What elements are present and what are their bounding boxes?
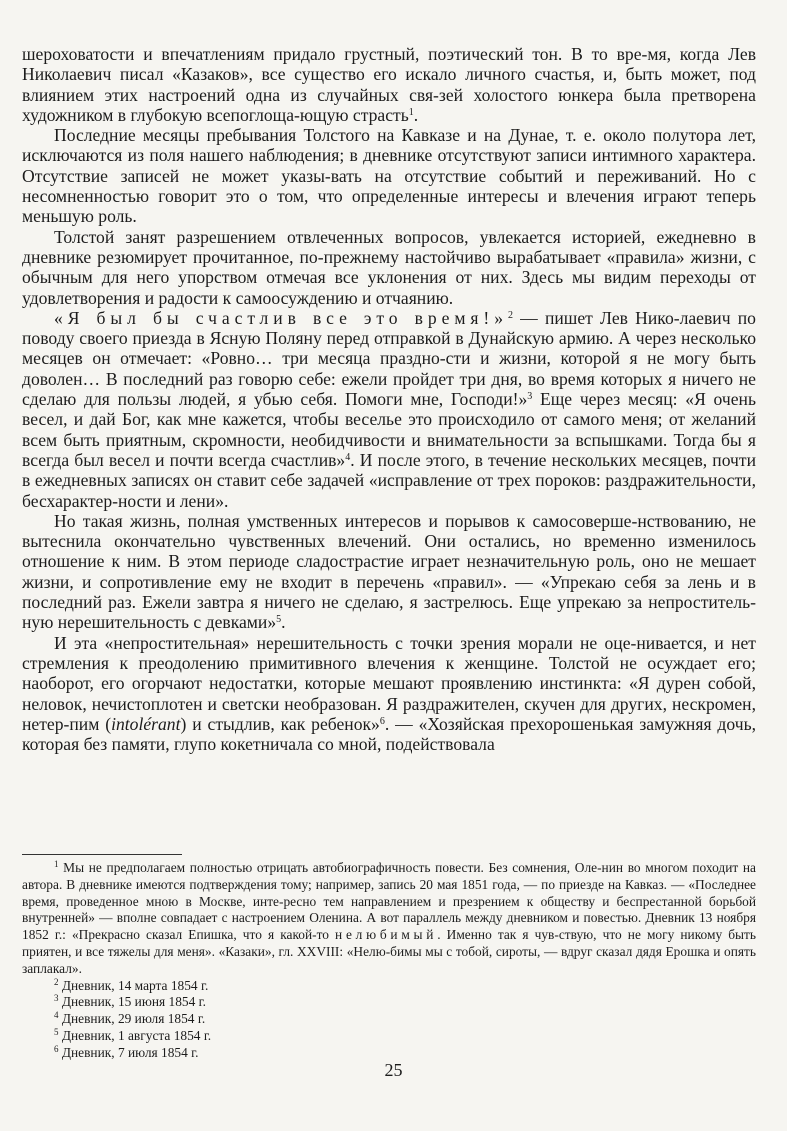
footnote-5-text: Дневник, 1 августа 1854 г. — [58, 1027, 212, 1043]
footnote-2-text: Дневник, 14 марта 1854 г. — [58, 977, 209, 993]
footnote-ref-1: 1 — [408, 106, 414, 118]
paragraph-6-text-c: . — «Хозяйская прехорошенькая замужняя дочь, которая без памяти, глупо кокетничала со мной, подействовала — [22, 713, 756, 755]
footnote-divider — [22, 854, 182, 855]
paragraph-4-text-a: — пишет Лев Нико-лаевич по поводу своего приезда в Ясную Поляну перед отправкой в Дунайскую армию. А через несколько месяцев он отмечает: «Ровно… три месяца праздно-сти и жизни, которой я не могу быть доволен… В последний раз говорю себе: ежели пройдет три дня, во время которых я ничего не сделаю для пользы людей, я убью себя. Помоги мне, Господи!» — [22, 307, 756, 410]
spaced-quote: «Я был бы счастлив все это время!» — [54, 307, 508, 328]
footnote-1-spaced: нелюбимый — [335, 927, 438, 943]
footnote-1-text-a: Мы не предполагаем полностью отрицать автобиографичность повести. Без сомнения, Оле-нин во многом походит на автора. В дневнике имеются подтверждения тому; например, запись 20 мая 1851 года, — по приезде на Кавказ. — «Последнее время, проведенное мною в Москве, инте-ресно тем направлением и презрением к обществу и беспрестанной борьбой внутренней» — вполне совпадает с настроением Оленина. А вот параллель между дневником и повестью. Дневник 13 ноября 1852 г.: «Прекрасно сказал Епишка, что я какой-то — [22, 860, 756, 943]
paragraph-6-text-b: ) и стыдлив, как ребенок» — [180, 713, 380, 734]
footnote-mark-4: 4 — [54, 1010, 59, 1021]
footnote-4 — [22, 1011, 756, 1028]
paragraph-4-text-c: . И после этого, в течение нескольких месяцев, почти в ежедневных записях он ставит себе задачей «исправление от трех пороков: раздражительности, бесхарактер-ности и лени». — [22, 449, 756, 511]
paragraph-3: Толстой занят разрешением отвлеченных вопросов, увлекается историей, ежедневно в дневнике резюмирует прочитанное, по-прежнему настойчиво вырабатывает «правила» жизни, с обычным для него упорством отмечая все уклонения от них. Здесь мы видим переходы от удовлетворения и радости к самоосуждению и отчаянию. — [22, 226, 756, 308]
footnotes — [22, 860, 756, 1062]
footnote-ref-2: 2 — [507, 309, 513, 321]
period: . — [281, 612, 286, 633]
main-text — [22, 44, 756, 754]
footnote-ref-4: 4 — [345, 451, 351, 463]
paragraph-6 — [22, 633, 756, 755]
footnote-2 — [22, 978, 756, 995]
footnote-6-text: Дневник, 7 июля 1854 г. — [58, 1044, 199, 1060]
footnote-3-text: Дневник, 15 июня 1854 г. — [58, 994, 206, 1010]
footnote-mark-6: 6 — [54, 1043, 59, 1054]
paragraph-5 — [22, 511, 756, 633]
paragraph-1-text: шероховатости и впечатлениям придало грустный, поэтический тон. В то вре-мя, когда Лев Николаевич писал «Казаков», все существо его искало личного счастья, и, быть может, под влиянием этих настроений одна из случайных свя-зей холостого юнкера была претворена художником в глубокую всепоглоща-ющую страсть — [22, 44, 756, 125]
footnote-mark-5: 5 — [54, 1026, 59, 1037]
paragraph-4 — [22, 308, 756, 511]
paragraph-4-text-b: Еще через месяц: «Я очень весел, и дай Бог, как мне кажется, чтобы веселье это происходило от самого меня; от желаний всем быть приятным, скромности, необидчивости и внимательности за вспышками. Тогда бы я всегда был весел и почти всегда счастлив» — [22, 389, 756, 470]
footnote-mark-2: 2 — [54, 976, 59, 987]
footnote-ref-3: 3 — [527, 391, 533, 403]
footnote-mark-3: 3 — [54, 993, 59, 1004]
period: . — [413, 104, 419, 125]
footnote-1-text-b: . Именно так я чув-ствую, что не могу никому быть приятен, и все тяжелы для меня». «Казаки», гл. XXVIII: «Нелю-бимы мы с тобой, сироты, — вдруг сказал дядя Ерошка и опять заплакал». — [22, 927, 757, 976]
paragraph-1 — [22, 44, 756, 125]
footnote-3 — [22, 994, 756, 1011]
footnote-4-text: Дневник, 29 июля 1854 г. — [58, 1011, 206, 1027]
footnote-ref-6: 6 — [379, 715, 385, 727]
paragraph-5-text: Но такая жизнь, полная умственных интересов и порывов к самосоверше-нствованию, не вытеснила окончательно чувственных влечений. Они остались, но временно изменилось отношение к ним. В этом периоде сладострастие играет незначительную роль, оно не мешает жизни, и сопротивление ему не входит в перечень «правил». — «Упрекаю себя за лень и в последний раз. Ежели завтра я ничего не сделаю, я застрелюсь. Еще упрекаю за непроститель-ную нерешительность с девками» — [22, 510, 756, 633]
italic-term: intolérant — [111, 713, 181, 734]
footnote-mark-1: 1 — [54, 859, 59, 869]
paragraph-2: Последние месяцы пребывания Толстого на Кавказе и на Дунае, т. е. около полутора лет, исключаются из поля нашего наблюдения; в дневнике отсутствуют записи интимного характера. Отсутствие записей не может указы-вать на отсутствие событий и переживаний. Но с несомненностью говорит это о том, что определенные интересы и влечения играют теперь меньшую роль. — [22, 125, 756, 227]
footnote-ref-5: 5 — [276, 614, 282, 626]
footnote-1 — [22, 860, 756, 978]
footnote-5 — [22, 1028, 756, 1045]
page-number: 25 — [384, 1060, 403, 1080]
paragraph-6-text-a: И эта «непростительная» нерешительность с точки зрения морали не оце-нивается, и нет стремления к преодолению примитивного влечения к женщине. Толстой не осуждает его; наоборот, его огорчают недостатки, которые мешают проявлению инстинкта: «Я дурен собой, неловок, нечистоплотен и светски необразован. Я раздражителен, скучен для других, нескромен, нетер-пим ( — [22, 632, 756, 734]
